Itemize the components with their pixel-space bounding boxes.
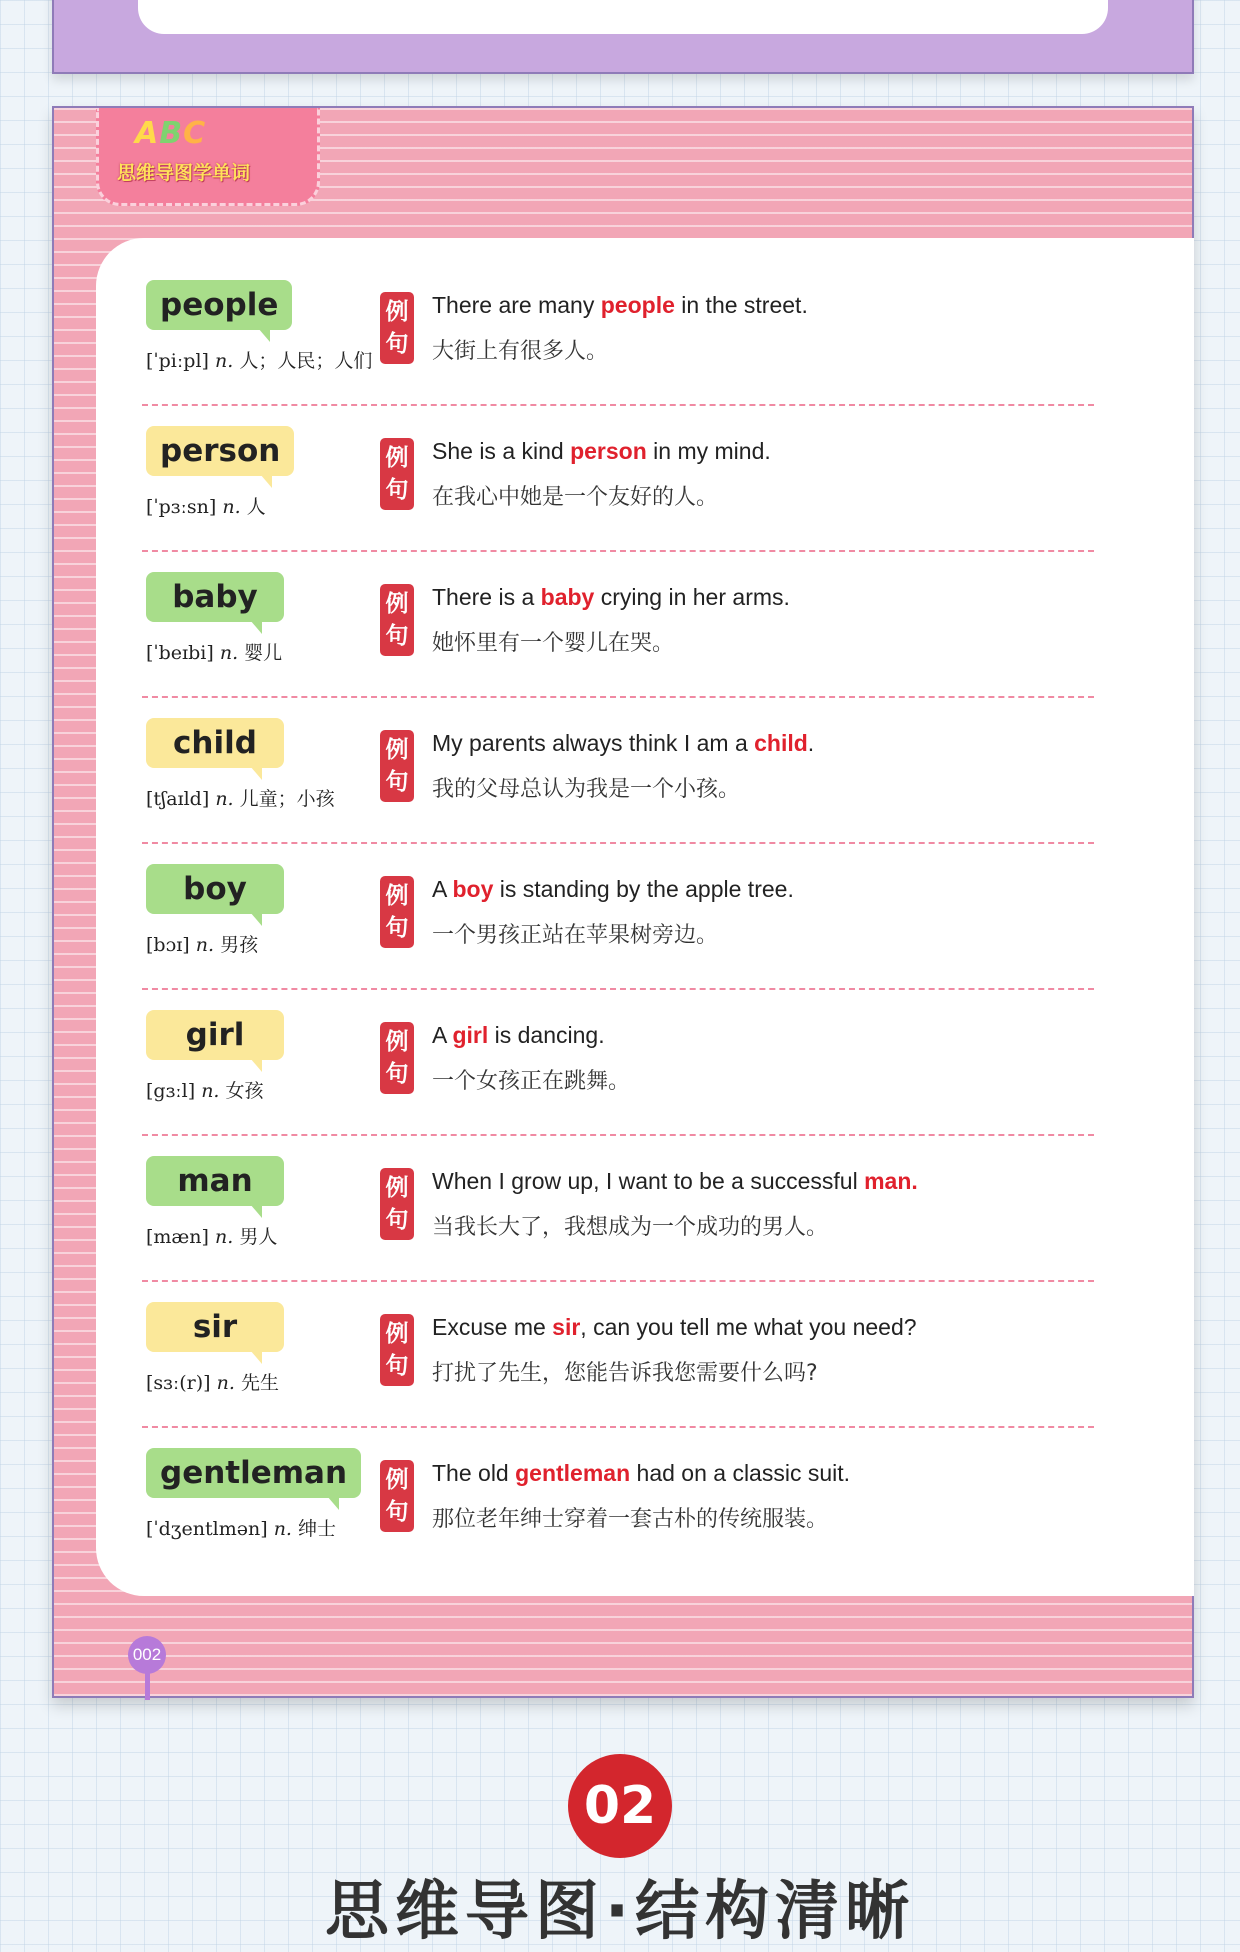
meaning: 先生 [240,1372,279,1394]
word-bubble: child [146,718,284,768]
word-row [96,844,1194,990]
example-badge [380,438,414,510]
previous-page [52,0,1194,74]
word-bubble: baby [146,572,284,622]
phonetic: [gɜːl] [146,1080,196,1102]
word-bubble: boy [146,864,284,914]
meaning: 女孩 [225,1080,264,1102]
example-badge-char: 句 [385,623,409,649]
logo-title: 思维导图学单词 [117,162,251,184]
part-of-speech: n. [215,788,234,810]
example-badge-char: 例 [385,591,409,617]
example-sentence [432,1314,917,1341]
example-badge-char: 例 [385,299,409,325]
example-badge-char: 句 [385,1207,409,1233]
sentence-after: , can you tell me what you need? [580,1314,917,1340]
example-sentence [432,876,794,903]
sentence-translation: 她怀里有一个婴儿在哭。 [432,631,675,656]
page-number: 002 [128,1636,166,1674]
meaning: 男人 [239,1226,278,1248]
sentence-keyword: people [600,292,675,318]
example-badge-char: 句 [385,1499,409,1525]
sentence-translation: 当我长大了，我想成为一个成功的男人。 [432,1215,829,1240]
sentence-translation: 一个男孩正站在苹果树旁边。 [432,923,719,948]
example-badge [380,584,414,656]
part-of-speech: n. [222,496,241,518]
phonetic: [ˈbeɪbi] [146,642,214,664]
phonetic-line [146,784,335,811]
word-bubble: man [146,1156,284,1206]
phonetic: [ˈpiːpl] [146,350,209,372]
sentence-after: in the street. [674,292,808,318]
example-badge-char: 例 [385,737,409,763]
meaning: 婴儿 [244,642,283,664]
sentence-before: My parents always think I am a [432,730,755,756]
phonetic-line [146,1368,279,1395]
example-sentence [432,1022,605,1049]
sentence-keyword: boy [452,876,494,902]
sentence-after: crying in her arms. [594,584,790,610]
example-badge-char: 例 [385,1321,409,1347]
phonetic: [bɔɪ] [146,934,190,956]
example-badge-char: 句 [385,915,409,941]
word-row [96,698,1194,844]
example-badge-char: 句 [385,1353,409,1379]
sentence-translation: 一个女孩正在跳舞。 [432,1069,631,1094]
phonetic: [sɜː(r)] [146,1372,211,1394]
vocabulary-page [52,106,1194,1698]
meaning: 儿童；小孩 [239,788,335,810]
phonetic-line [146,1076,264,1103]
example-badge-char: 例 [385,1029,409,1055]
word-row [96,990,1194,1136]
phonetic-line [146,638,282,665]
abc-logo [135,116,206,151]
part-of-speech: n. [214,350,234,372]
word-bubble: gentleman [146,1448,361,1498]
sentence-before: She is a kind [432,438,571,464]
word-list [96,238,1194,1596]
word-row [96,1282,1194,1428]
meaning: 人；人民；人们 [239,350,373,372]
logo-letter-a: A [135,116,160,151]
sentence-before: When I grow up, I want to be a successful [432,1168,865,1194]
previous-page-panel [138,0,1108,34]
phonetic-line [146,1222,277,1249]
sentence-before: A [432,1022,453,1048]
word-bubble: sir [146,1302,284,1352]
example-badge [380,292,414,364]
sentence-before: There is a [432,584,541,610]
sentence-keyword: man. [864,1168,918,1194]
example-sentence [432,438,771,465]
sentence-translation: 那位老年绅士穿着一套古朴的传统服装。 [432,1507,829,1532]
sentence-after: is dancing. [488,1022,605,1048]
sentence-keyword: girl [452,1022,489,1048]
part-of-speech: n. [201,1080,220,1102]
example-badge [380,1314,414,1386]
part-of-speech: n. [214,1226,234,1248]
page-number-pin [145,1672,150,1700]
sentence-keyword: sir [552,1314,581,1340]
phonetic: [mæn] [146,1226,209,1248]
meaning: 男孩 [220,934,259,956]
sentence-after: in my mind. [646,438,771,464]
phonetic: [tʃaɪld] [146,788,210,810]
sentence-translation: 我的父母总认为我是一个小孩。 [432,777,741,802]
example-sentence [432,1460,850,1487]
phonetic-line [146,930,258,957]
phonetic-line [146,1514,336,1541]
part-of-speech: n. [195,934,215,956]
word-row [96,552,1194,698]
phonetic-line [146,492,266,519]
example-badge [380,730,414,802]
example-sentence [432,1168,918,1195]
word-row [96,1428,1194,1574]
example-badge-char: 句 [385,1061,409,1087]
example-badge-char: 例 [385,883,409,909]
word-row [96,260,1194,406]
section-title: 思维导图·结构清晰 [324,1875,916,1949]
example-sentence [432,584,790,611]
word-row [96,1136,1194,1282]
phonetic-line [146,346,372,373]
sentence-before: Excuse me [432,1314,553,1340]
word-row [96,406,1194,552]
example-badge-char: 句 [385,769,409,795]
example-badge [380,1460,414,1532]
sentence-before: A [432,876,453,902]
sentence-after: had on a classic suit. [630,1460,851,1486]
section-number: 02 [568,1754,672,1858]
example-badge-char: 例 [385,1467,409,1493]
example-sentence [432,292,808,319]
sentence-translation: 打扰了先生，您能告诉我您需要什么吗? [432,1361,818,1386]
example-badge-char: 例 [385,1175,409,1201]
part-of-speech: n. [273,1518,292,1540]
word-bubble: people [146,280,292,330]
meaning: 人 [246,496,266,518]
example-badge [380,1022,414,1094]
sentence-translation: 在我心中她是一个友好的人。 [432,485,719,510]
example-badge-char: 例 [385,445,409,471]
sentence-keyword: child [754,730,808,756]
sentence-after: . [807,730,815,756]
sentence-keyword: baby [540,584,595,610]
meaning: 绅士 [298,1518,337,1540]
sentence-keyword: person [570,438,647,464]
sentence-keyword: gentleman [515,1460,631,1486]
example-badge [380,1168,414,1240]
phonetic: [ˈpɜːsn] [146,496,217,518]
part-of-speech: n. [216,1372,235,1394]
sentence-before: There are many [432,292,601,318]
sentence-after: is standing by the apple tree. [493,876,794,902]
word-bubble: person [146,426,294,476]
example-sentence [432,730,814,757]
logo-tab [96,108,320,206]
sentence-before: The old [432,1460,516,1486]
logo-letter-c: C [183,116,207,151]
example-badge-char: 句 [385,477,409,503]
part-of-speech: n. [219,642,239,664]
example-badge [380,876,414,948]
word-bubble: girl [146,1010,284,1060]
sentence-translation: 大街上有很多人。 [432,339,609,364]
example-badge-char: 句 [385,331,409,357]
phonetic: [ˈdʒentlmən] [146,1518,268,1540]
logo-letter-b: B [159,116,184,151]
